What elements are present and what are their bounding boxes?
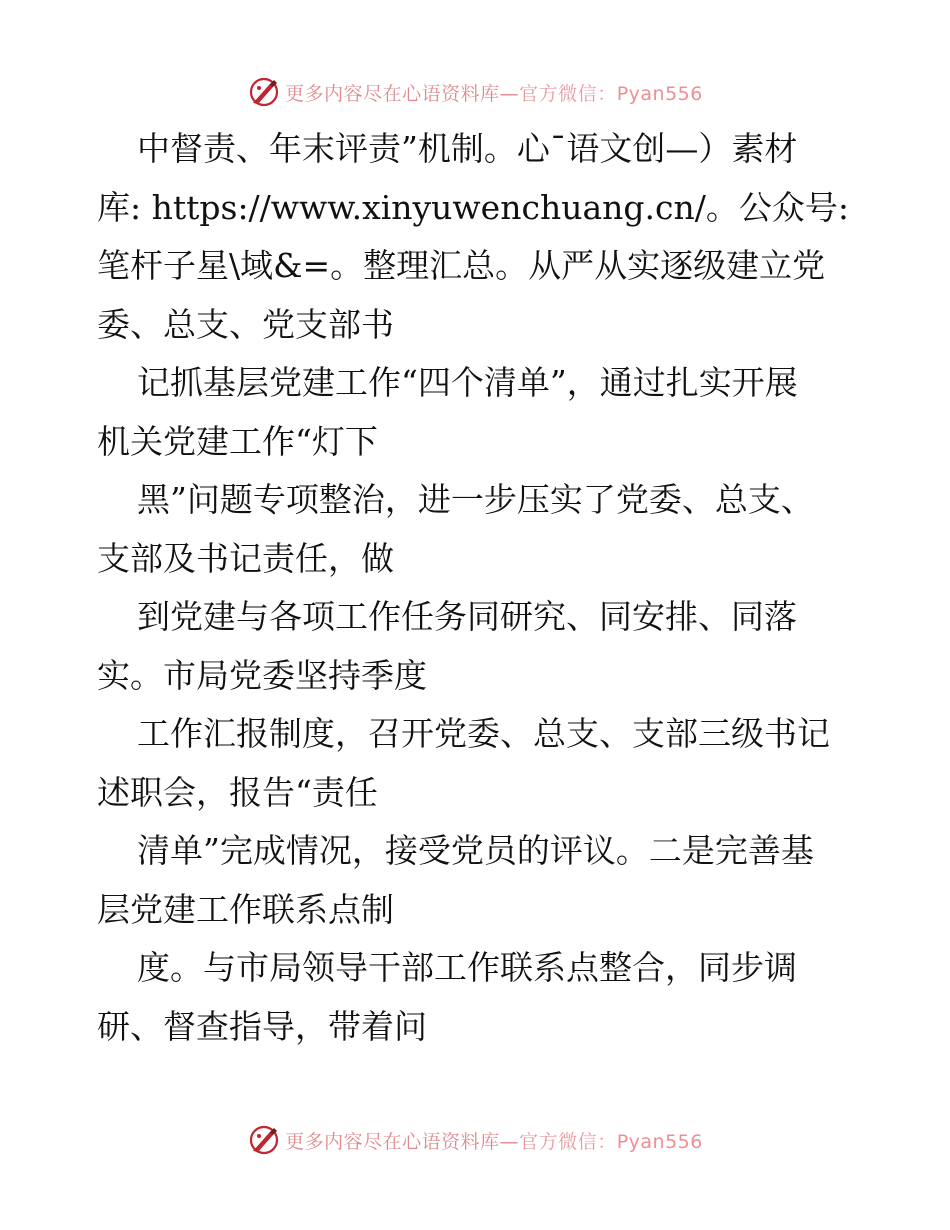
text-line: 支部及书记责任，做 [97, 538, 394, 578]
pen-logo-icon [247, 1123, 281, 1157]
footer-dash: — [499, 1130, 520, 1153]
header-watermark [0, 72, 950, 112]
text-line: 度。与市局领导干部工作联系点整合，同步调 [137, 948, 797, 987]
footer-wechat-id: Pyan556 [616, 1130, 703, 1153]
text-line: 记抓基层党建工作“四个清单”，通过扎实开展 [137, 363, 798, 402]
text-line: 中督责、年末评责”机制。心¯语文创—）素材 [137, 129, 798, 168]
text-line: 述职会，报告“责任 [97, 772, 378, 812]
footer-watermark [0, 1120, 950, 1160]
text-line: 库: https://www.xinyuwenchuang.cn/。公众号: [97, 187, 849, 227]
header-dash: — [499, 82, 520, 105]
text-line: 黑”问题专项整治，进一步压实了党委、总支、 [137, 480, 814, 519]
header-wechat-label: 官方微信： [519, 82, 617, 105]
text-line: 层党建工作联系点制 [97, 889, 394, 929]
text-line: 研、督查指导，带着问 [97, 1006, 427, 1046]
pen-logo-icon [247, 75, 281, 109]
text-line: 清单”完成情况，接受党员的评议。二是完善基 [137, 831, 814, 870]
document-body [97, 120, 867, 1056]
text-line: 实。市局党委坚持季度 [97, 655, 427, 695]
header-promo-text: 更多内容尽在心语资料库 [285, 82, 500, 105]
footer-promo-text: 更多内容尽在心语资料库 [285, 1130, 500, 1153]
text-line: 工作汇报制度，召开党委、总支、支部三级书记 [137, 714, 830, 753]
footer-wechat-label: 官方微信： [519, 1130, 617, 1153]
text-line: 委、总支、党支部书 [97, 304, 394, 344]
text-line: 笔杆子星\域&=。整理汇总。从严从实逐级建立党 [97, 246, 826, 285]
text-line: 到党建与各项工作任务同研究、同安排、同落 [137, 597, 797, 636]
header-wechat-id: Pyan556 [616, 82, 703, 105]
text-line: 机关党建工作“灯下 [97, 421, 378, 461]
